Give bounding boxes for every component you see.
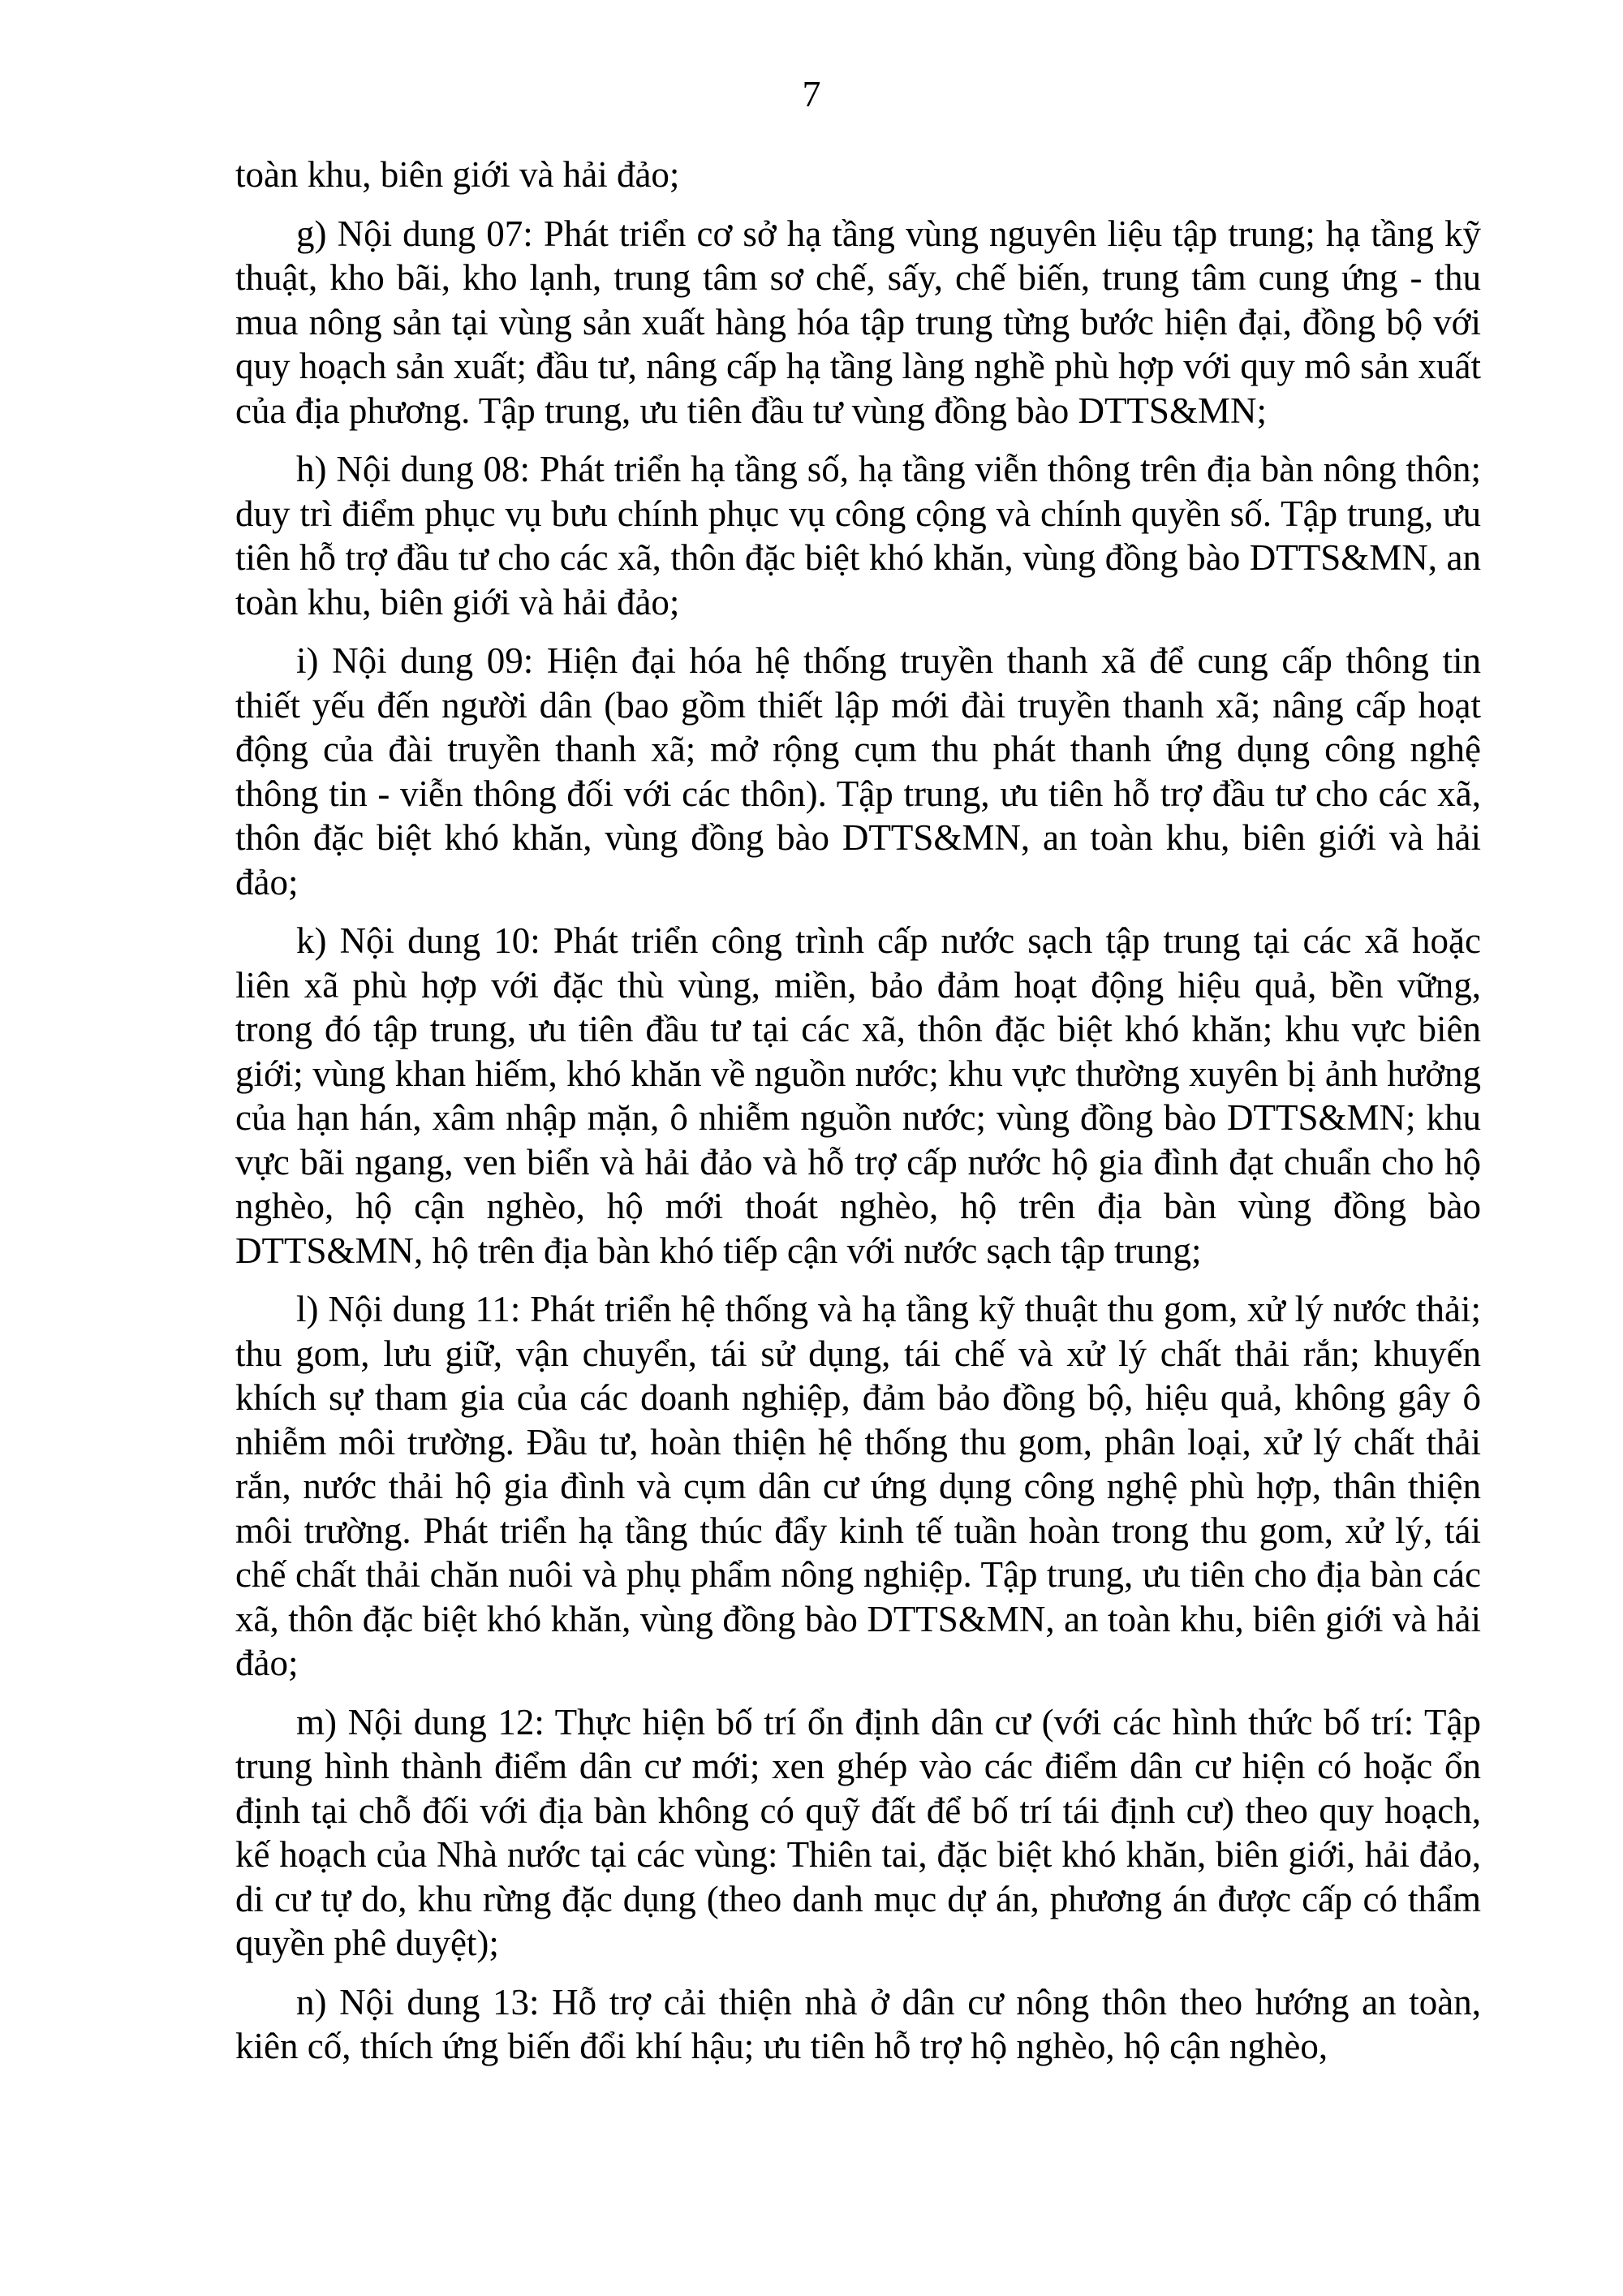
paragraph-i-noi-dung-09: i) Nội dung 09: Hiện đại hóa hệ thống truyền thanh xã để cung cấp thông tin thiết yếu đến người dân (bao gồm thiết lập mới đài truyền thanh xã; nâng cấp hoạt động của đài truyền thanh xã; mở rộng cụm thu phát thanh ứng dụng công nghệ thông tin - viễn thông đối với các thôn). Tập trung, ưu tiên hỗ trợ đầu tư cho các xã, thôn đặc biệt khó khăn, vùng đồng bào DTTS&MN, an toàn khu, biên giới và hải đảo;: [235, 640, 1481, 902]
paragraph-g-noi-dung-07: g) Nội dung 07: Phát triển cơ sở hạ tầng vùng nguyên liệu tập trung; hạ tầng kỹ thuật, kho bãi, kho lạnh, trung tâm sơ chế, sấy, chế biến, trung tâm cung ứng - thu mua nông sản tại vùng sản xuất hàng hóa tập trung từng bước hiện đại, đồng bộ với quy hoạch sản xuất; đầu tư, nâng cấp hạ tầng làng nghề phù hợp với quy mô sản xuất của địa phương. Tập trung, ưu tiên đầu tư vùng đồng bào DTTS&MN;: [235, 213, 1481, 431]
page-number: 7: [802, 73, 821, 114]
paragraph-m-noi-dung-12: m) Nội dung 12: Thực hiện bố trí ổn định dân cư (với các hình thức bố trí: Tập trung hình thành điểm dân cư mới; xen ghép vào các điểm dân cư hiện có hoặc ổn định tại chỗ đối với địa bàn không có quỹ đất để bố trí tái định cư) theo quy hoạch, kế hoạch của Nhà nước tại các vùng: Thiên tai, đặc biệt khó khăn, biên giới, hải đảo, di cư tự do, khu rừng đặc dụng (theo danh mục dự án, phương án được cấp có thẩm quyền phê duyệt);: [235, 1701, 1481, 1963]
paragraph-continuation: toàn khu, biên giới và hải đảo;: [235, 154, 680, 195]
document-body: [235, 153, 1481, 2083]
paragraph-n-noi-dung-13: n) Nội dung 13: Hỗ trợ cải thiện nhà ở dân cư nông thôn theo hướng an toàn, kiên cố, thích ứng biến đổi khí hậu; ưu tiên hỗ trợ hộ nghèo, hộ cận nghèo,: [235, 1981, 1481, 2066]
paragraph-h-noi-dung-08: h) Nội dung 08: Phát triển hạ tầng số, hạ tầng viễn thông trên địa bàn nông thôn; duy trì điểm phục vụ bưu chính phục vụ công cộng và chính quyền số. Tập trung, ưu tiên hỗ trợ đầu tư cho các xã, thôn đặc biệt khó khăn, vùng đồng bào DTTS&MN, an toàn khu, biên giới và hải đảo;: [235, 449, 1481, 622]
paragraph-l-noi-dung-11: l) Nội dung 11: Phát triển hệ thống và hạ tầng kỹ thuật thu gom, xử lý nước thải; thu gom, lưu giữ, vận chuyển, tái sử dụng, tái chế và xử lý chất thải rắn; khuyến khích sự tham gia của các doanh nghiệp, đảm bảo đồng bộ, hiệu quả, không gây ô nhiễm môi trường. Đầu tư, hoàn thiện hệ thống thu gom, phân loại, xử lý chất thải rắn, nước thải hộ gia đình và cụm dân cư ứng dụng công nghệ phù hợp, thân thiện môi trường. Phát triển hạ tầng thúc đẩy kinh tế tuần hoàn trong thu gom, xử lý, tái chế chất thải chăn nuôi và phụ phẩm nông nghiệp. Tập trung, ưu tiên cho địa bàn các xã, thôn đặc biệt khó khăn, vùng đồng bào DTTS&MN, an toàn khu, biên giới và hải đảo;: [235, 1289, 1481, 1683]
paragraph-k-noi-dung-10: k) Nội dung 10: Phát triển công trình cấp nước sạch tập trung tại các xã hoặc liên xã phù hợp với đặc thù vùng, miền, bảo đảm hoạt động hiệu quả, bền vững, trong đó tập trung, ưu tiên đầu tư tại các xã, thôn đặc biệt khó khăn; khu vực biên giới; vùng khan hiếm, khó khăn về nguồn nước; khu vực thường xuyên bị ảnh hưởng của hạn hán, xâm nhập mặn, ô nhiễm nguồn nước; vùng đồng bào DTTS&MN; khu vực bãi ngang, ven biển và hải đảo và hỗ trợ cấp nước hộ gia đình đạt chuẩn cho hộ nghèo, hộ cận nghèo, hộ mới thoát nghèo, hộ trên địa bàn vùng đồng bào DTTS&MN, hộ trên địa bàn khó tiếp cận với nước sạch tập trung;: [235, 920, 1481, 1271]
